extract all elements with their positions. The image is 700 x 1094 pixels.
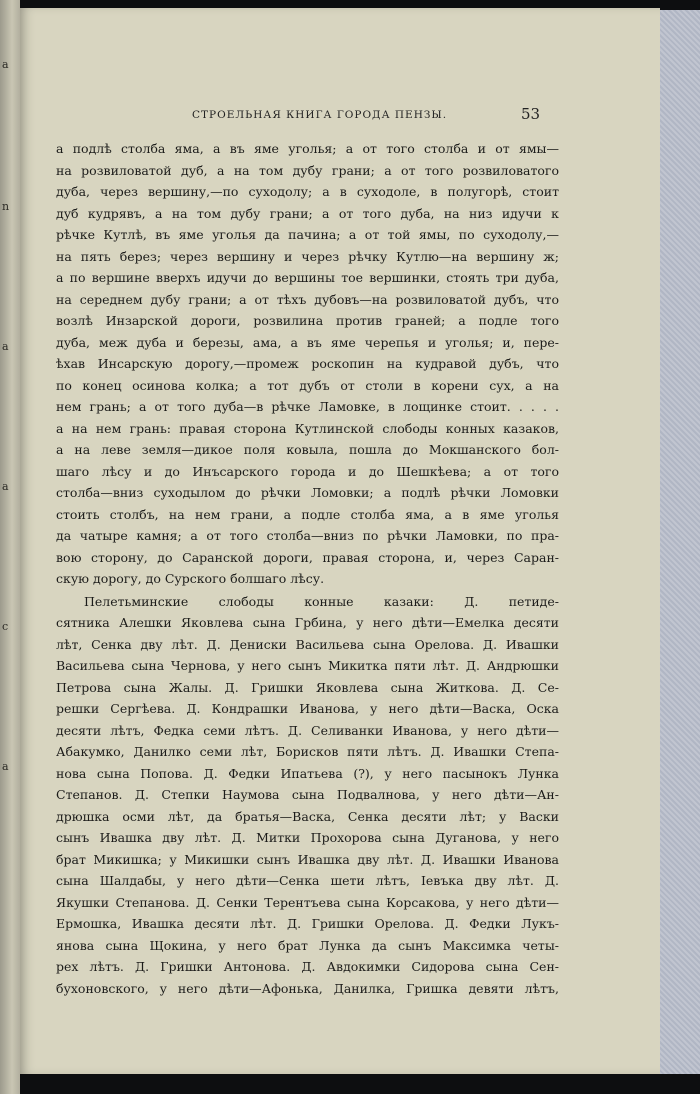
book-page <box>20 8 660 1074</box>
adjacent-left-page <box>0 0 20 1094</box>
text-line: дуба, через вершину,—по суходолу; а в суходоле, в полугорѣ, стоит <box>56 184 559 199</box>
left-page-fragment: a <box>2 340 9 353</box>
text-line: на розвиловатой дуб, а на том дубу грани; а от того розвиловатого <box>56 162 559 178</box>
text-line: Васильева сына Чернова, у него сынъ Микитка пяти лѣт. Д. Андрюшки <box>56 658 559 673</box>
text-line: сятника Алешки Яковлева сына Грбина, у него дѣти—Емелка десяти <box>56 615 559 630</box>
text-line: шаго лѣсу и до Инъсарского города и до Шешкѣева; а от того <box>56 463 559 479</box>
text-line: Абакумко, Данилко семи лѣт, Борисков пяти лѣтъ. Д. Ивашки Степа- <box>56 744 559 759</box>
text-line: дуба, меж дуба и березы, ама, а въ яме черепья и уголья; и, пере- <box>56 334 559 350</box>
text-line: на середнем дубу грани; а от тѣхъ дубовъ—на розвиловатой дубъ, что <box>56 291 559 307</box>
page-number: 53 <box>521 105 541 123</box>
text-line: стоить столбъ, на нем грани, а подле столба яма, а в яме уголья <box>56 506 559 522</box>
text-line: рѣчке Кутлѣ, въ яме уголья да пачина; а от той ямы, по суходолу,— <box>56 227 559 242</box>
text-line: нова сына Попова. Д. Федки Ипатьева (?), у него пасынокъ Лунка <box>56 765 559 781</box>
page-body <box>56 138 559 999</box>
text-line: столба—вниз суходылом до рѣчки Ломовки; а подлѣ рѣчки Ломовки <box>56 485 559 500</box>
left-page-fragment: a <box>2 480 9 493</box>
text-line: брат Микишка; у Микишки сынъ Ивашка дву лѣт. Д. Ивашки Иванова <box>56 851 559 867</box>
text-line: возлѣ Инзарской дороги, розвилина против граней; а подле того <box>56 313 559 328</box>
text-line: дуб кудрявъ, а на том дубу грани; а от того дуба, на низ идучи к <box>56 205 559 221</box>
text-line: а подлѣ столба яма, а въ яме уголья; а от того столба и от ямы— <box>56 141 559 156</box>
text-line: десяти лѣтъ, Федка семи лѣтъ. Д. Селиванки Иванова, у него дѣти— <box>56 722 559 738</box>
paragraph-peletma-cossacks <box>56 591 559 1000</box>
text-line: Степанов. Д. Степки Наумова сына Подвалнова, у него дѣти—Ан- <box>56 787 559 802</box>
text-line: сына Шалдабы, у него дѣти—Сенка шети лѣтъ, Іевъка дву лѣт. Д. <box>56 873 559 888</box>
text-line: Петрова сына Жалы. Д. Гришки Яковлева сына Житкова. Д. Се- <box>56 679 559 695</box>
text-line: а по вершине вверхъ идучи до вершины тое вершинки, стоять три дуба, <box>56 270 559 285</box>
text-line: а на нем грань: правая сторона Кутлинской слободы конных казаков, <box>56 420 559 436</box>
text-line: по конец осинова колка; а тот дубъ от столи в корени сух, а на <box>56 377 559 393</box>
left-page-fragment: n <box>2 200 10 213</box>
text-line: нем грань; а от того дуба—в рѣчке Ламовке, в лощинке стоит. . . . . <box>56 399 559 414</box>
text-line: дрюшка осми лѣт, да братья—Васка, Сенка десяти лѣт; у Васки <box>56 808 559 824</box>
text-line: ѣхав Инсарскую дорогу,—промеж роскопин на кудравой дубъ, что <box>56 356 559 371</box>
text-line: а на леве земля—дикое поля ковыла, пошла до Мокшанского бол- <box>56 442 559 457</box>
text-line: сынъ Ивашка дву лѣт. Д. Митки Прохорова сына Дуганова, у него <box>56 830 559 845</box>
text-line: Ермошка, Ивашка десяти лѣт. Д. Гришки Орелова. Д. Федки Лукъ- <box>56 916 559 931</box>
text-line: бухоновского, у него дѣти—Афонька, Данилка, Гришка девяти лѣтъ, <box>56 980 559 996</box>
running-header: СТРОЕЛЬНАЯ КНИГА ГОРОДА ПЕНЗЫ. <box>192 109 448 121</box>
text-line: вою сторону, до Саранской дороги, правая сторона, и, через Саран- <box>56 549 559 565</box>
text-line: скую дорогу, до Сурского болшаго лѣсу. <box>56 571 325 586</box>
text-line: Пелетьминские слободы конные казаки: Д. петиде- <box>84 593 559 609</box>
left-page-fragment: a <box>2 760 9 773</box>
text-line: янова сына Щокина, у него брат Лунка да сынъ Максимка четы- <box>56 937 559 953</box>
text-line: Якушки Степанова. Д. Сенки Терентъева сына Корсакова, у него дѣти— <box>56 894 559 910</box>
left-page-fragment: c <box>2 620 9 633</box>
paragraph-boundary-description <box>56 138 559 590</box>
text-line: да чатыре камня; а от того столба—вниз по рѣчки Ламовки, по пра- <box>56 528 559 543</box>
text-line: решки Сергѣева. Д. Кондрашки Иванова, у него дѣти—Васка, Оска <box>56 701 559 716</box>
left-page-fragment: a <box>2 58 9 71</box>
text-line: рех лѣтъ. Д. Гришки Антонова. Д. Авдокимки Сидорова сына Сен- <box>56 959 559 974</box>
text-line: лѣт, Сенка дву лѣт. Д. Дениски Васильева сына Орелова. Д. Ивашки <box>56 636 559 652</box>
text-line: на пять берез; через вершину и через рѣчку Кутлю—на вершину ж; <box>56 248 559 264</box>
